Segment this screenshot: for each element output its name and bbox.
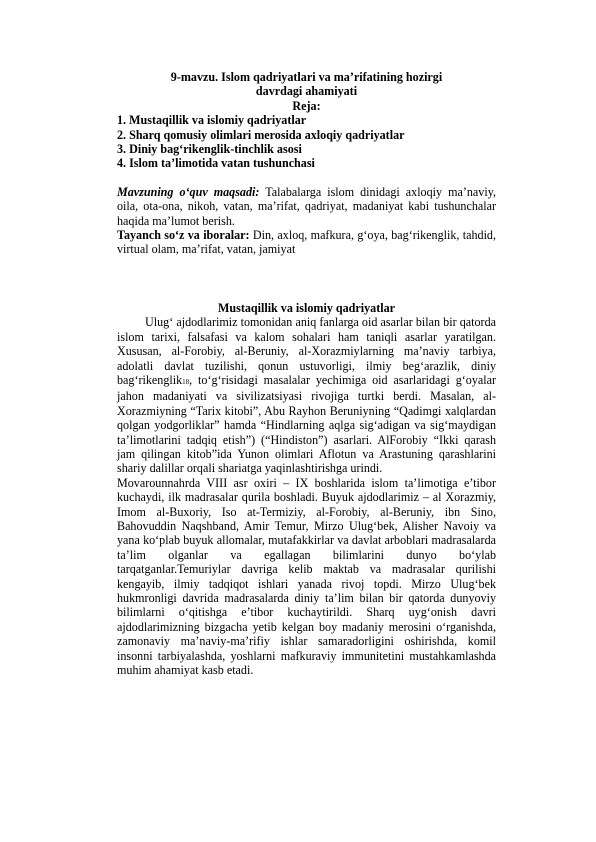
paragraph-2: Movarounnahrda VIII asr oxiri – IX boshlarida islom ta’limotiga e’tibor kuchaydi, ilk madrasalar qurila boshladi. Buyuk ajdodlarimiz – al Xorazmiy, Imom al-Buxoriy, Iso at-Termiziy, al-Forobiy, al-Beruniy, ibn Sino, Bahovuddin Naqshband, Amir Temur, Mirzo Ulug‘bek, Alisher Navoiy va yana ko‘plab buyuk allomalar, mutafakkirlar va davlat arboblari madrasalarda ta’lim olganlar va egallagan bilimlarini dunyo bo‘ylab tarqatganlar.Temuriylar davriga kelib maktab va madrasalar qurilishi kengayib, ilmiy tadqiqot ishlari yanada rivoj topdi. Mirzo Ulug‘bek hukmronligi davrida madrasalarda diniy ta’lim bilan bir qatorda dunyoviy bilimlarni o‘qitishga e’tibor kuchaytirildi. Sharq uyg‘onish davri ajdodlarimizning bizgacha yetib kelgan boy madaniy merosini o‘rganishda, zamonaviy ma’naviy-ma’rifiy ishlar samaradorligini oshirishda, komil insonni tarbiyalashda, yoshlarni mafkuraviy immunitetini mustahkamlashda muhim ahamiyat kasb etadi. [117,475,496,678]
footnote-ref: 18 [182,377,190,386]
section-heading: Mustaqillik va islomiy qadriyatlar [217,300,396,315]
plan-heading: Reja: [292,98,321,113]
goal-text: Talabalarga islom dinidagi axloqiy ma’naviy, oila, ota-ona, nikoh, vatan, ma’rifat, qadriyat, madaniyat kabi tushunchalar haqida ma’lumot berish. [117,184,496,228]
keywords-label: Tayanch so‘z va iboralar: [117,228,250,243]
plan-item-4: 4. Islom ta’limotida vatan tushunchasi [117,156,315,171]
plan-item-1: 1. Mustaqillik va islomiy qadriyatlar [117,113,307,128]
paragraph-1 [117,315,496,475]
paragraph-1-part-b: , to‘g‘risidagi masalalar yechimiga oid asarlaridagi g‘oyalar jahon madaniyati va sivilizatsiyasi rivojiga turtki berdi. Masalan, al-Xorazmiyning “Tarix kitobi”, Abu Rayhon Beruniyning “Qadimgi xalqlardan qolgan yodgorliklar” hamda “Hindlarning aqlga sig‘adigan va sig‘maydigan ta’limotlarini tadqiq etish”) (“Hindiston”) asarlari. AlForobiy “Ikki qarash jam qilingan kitob”ida Yunon olimlari Aflotun va Arastuning qarashlarini shariy dalillar orqali shariatga yaqinlashtirishga urindi. [117,372,496,476]
goal-label: Mavzuning o‘quv maqsadi: [117,184,260,199]
plan-item-3: 3. Diniy bag‘rikenglik-tinchlik asosi [117,142,302,157]
keywords-paragraph [117,228,496,257]
document-title [117,70,496,99]
plan-item-2: 2. Sharq qomusiy olimlari merosida axloqiy qadriyatlar [117,127,405,142]
goal-paragraph [117,185,496,228]
paragraph-1-part-a: Ulug‘ ajdodlarimiz tomonidan aniq fanlarga oid asarlar bilan bir qatorda islom tarixi, falsafasi va kalom sohalari ham taniqli asarlar yaratilgan. Xususan, al-Forobiy, al-Beruniy, al-Xorazmiylarning ma’naviy tarbiya, adolatli davlat tuzilishi, qonun ustuvorligi, ilmiy beg‘arazlik, diniy bag‘rikenglik [117,315,496,387]
document-page [117,70,496,677]
keywords-text: Din, axloq, mafkura, g‘oya, bag‘rikenglik, tahdid, virtual olam, ma’rifat, vatan, jamiyat [117,228,497,257]
title-line-2: davrdagi ahamiyati [255,84,358,99]
title-line-1: 9-mavzu. Islom qadriyatlari va ma’rifatining hozirgi [170,70,443,84]
